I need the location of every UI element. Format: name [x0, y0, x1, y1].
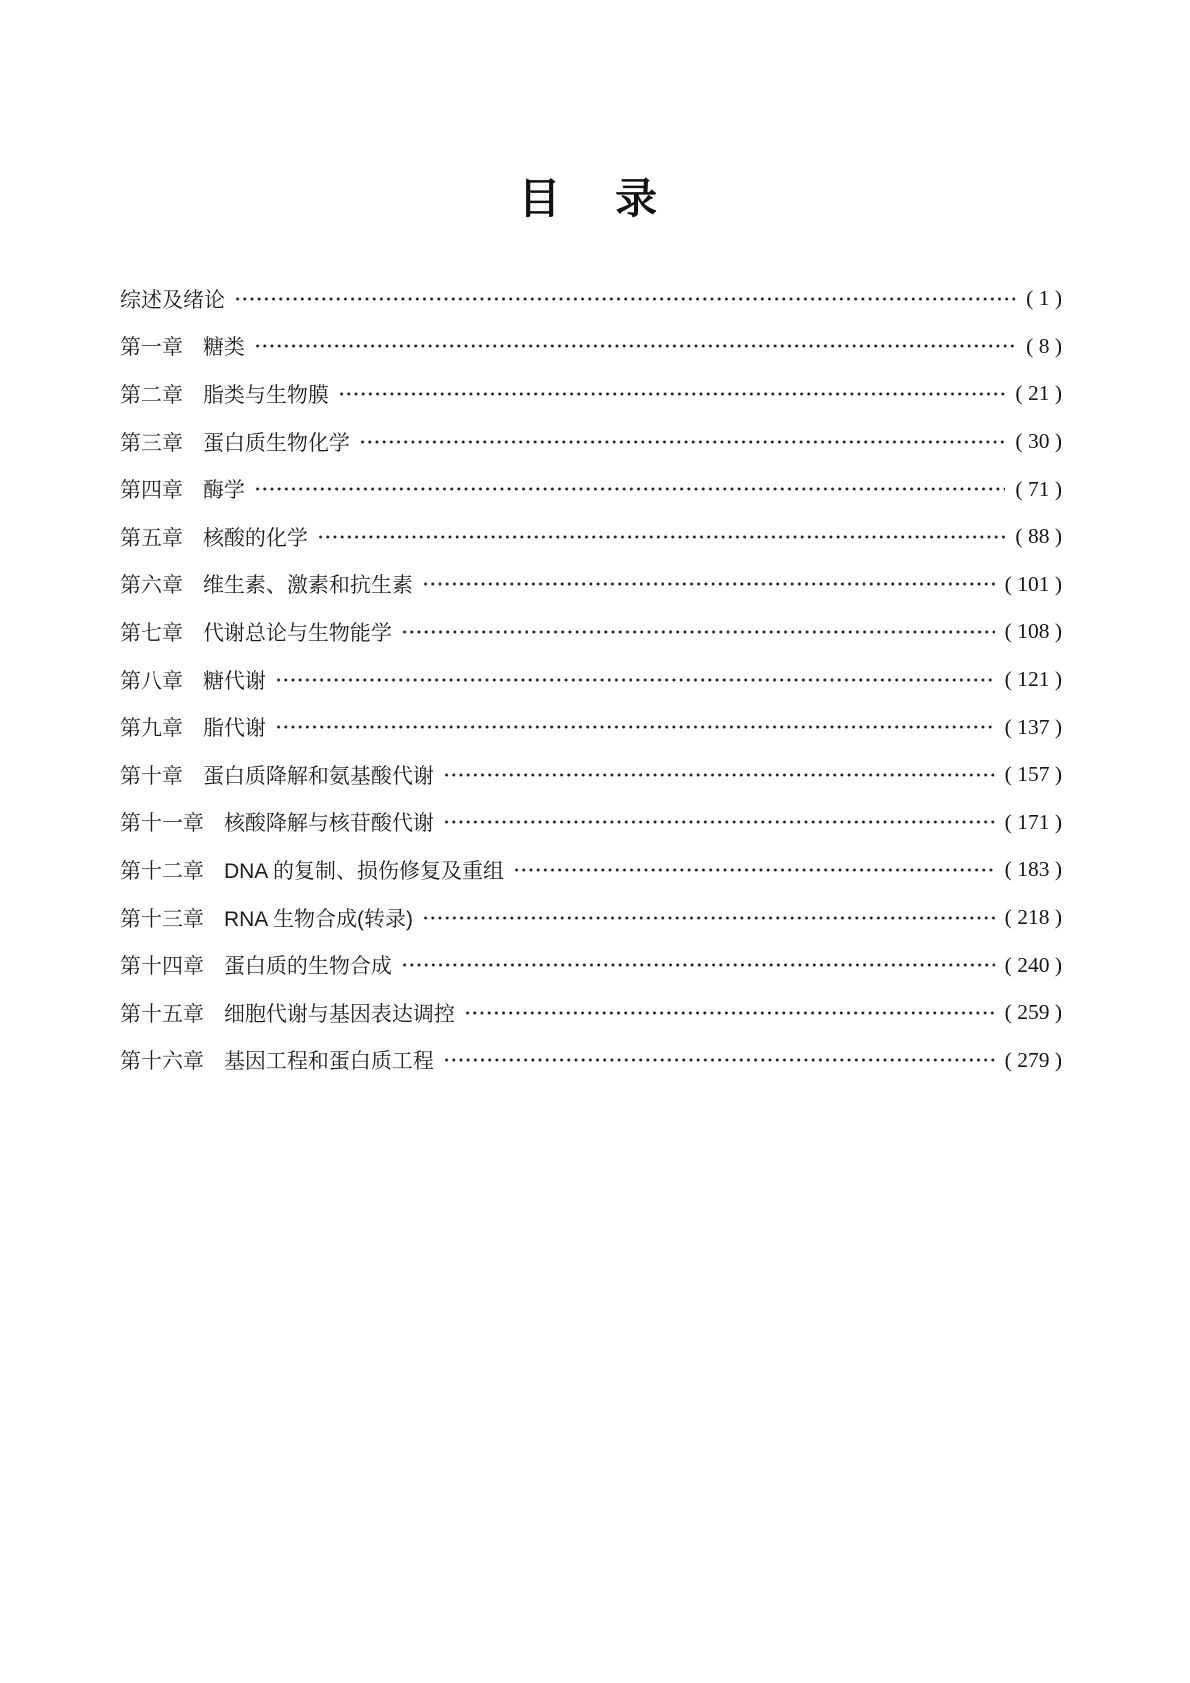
dot-leader — [401, 955, 995, 976]
toc-entry — [120, 703, 1062, 751]
chapter-label: 第四章 — [120, 479, 183, 503]
chapter-label: 第九章 — [120, 717, 183, 741]
dot-leader — [401, 621, 995, 642]
dot-leader — [443, 812, 995, 833]
chapter-label: 第十章 — [120, 764, 183, 788]
toc-entry — [120, 323, 1062, 371]
page-number: ( 259 ) — [1004, 1000, 1062, 1025]
toc-entry — [120, 894, 1062, 942]
toc-entry — [120, 656, 1062, 704]
toc-entry — [120, 275, 1062, 323]
chapter-label: 第十一章 — [120, 812, 204, 836]
dot-leader — [422, 907, 995, 928]
dot-leader — [359, 431, 1005, 452]
page-number: ( 108 ) — [1004, 619, 1062, 644]
dot-leader — [275, 717, 995, 738]
toc-entry — [120, 608, 1062, 656]
chapter-label: 第六章 — [120, 574, 183, 598]
chapter-label: 第十六章 — [120, 1050, 204, 1074]
chapter-label: 第五章 — [120, 526, 183, 550]
toc-entry — [120, 989, 1062, 1037]
toc-list — [120, 275, 1062, 1084]
dot-leader — [254, 479, 1005, 500]
toc-entry — [120, 941, 1062, 989]
page-number: ( 101 ) — [1004, 571, 1062, 596]
entry-title: 糖代谢 — [202, 669, 266, 693]
page-number: ( 21 ) — [1015, 381, 1062, 406]
page-number: ( 171 ) — [1004, 809, 1062, 834]
entry-title: 代谢总论与生物能学 — [202, 621, 392, 645]
dot-leader — [443, 1050, 995, 1071]
toc-entry — [120, 418, 1062, 466]
chapter-label: 第十四章 — [120, 955, 204, 979]
page-title: 目 录 — [518, 175, 664, 222]
entry-title: 糖类 — [202, 336, 245, 360]
dot-leader — [234, 288, 1016, 309]
toc-entry — [120, 1037, 1062, 1085]
entry-title: 脂代谢 — [202, 717, 266, 741]
chapter-label: 第十五章 — [120, 1002, 204, 1026]
page-number: ( 157 ) — [1004, 762, 1062, 787]
chapter-label: 第十二章 — [120, 859, 204, 883]
page-number: ( 71 ) — [1015, 476, 1062, 501]
page-number: ( 240 ) — [1004, 952, 1062, 977]
chapter-label: 第一章 — [120, 336, 183, 360]
entry-title: 蛋白质生物化学 — [202, 431, 350, 455]
dot-leader — [422, 574, 995, 595]
page-number: ( 183 ) — [1004, 857, 1062, 882]
toc-entry — [120, 370, 1062, 418]
toc-entry — [120, 846, 1062, 894]
page-number: ( 1 ) — [1026, 286, 1062, 311]
toc-entry — [120, 751, 1062, 799]
page-number: ( 279 ) — [1004, 1047, 1062, 1072]
entry-title: 酶学 — [202, 479, 245, 503]
dot-leader — [338, 383, 1005, 404]
dot-leader — [464, 1002, 995, 1023]
entry-title: 基因工程和蛋白质工程 — [223, 1050, 434, 1074]
entry-title: 蛋白质降解和氨基酸代谢 — [202, 764, 434, 788]
page-number: ( 30 ) — [1015, 429, 1062, 454]
toc-entry — [120, 465, 1062, 513]
entry-title: DNA 的复制、损伤修复及重组 — [223, 859, 504, 883]
dot-leader — [317, 526, 1005, 547]
chapter-label: 第十三章 — [120, 907, 204, 931]
entry-title: 维生素、激素和抗生素 — [202, 574, 413, 598]
page-number: ( 137 ) — [1004, 714, 1062, 739]
dot-leader — [443, 764, 995, 785]
entry-title: 蛋白质的生物合成 — [223, 955, 392, 979]
chapter-label: 第八章 — [120, 669, 183, 693]
entry-title: 核酸降解与核苷酸代谢 — [223, 812, 434, 836]
page-number: ( 88 ) — [1015, 524, 1062, 549]
entry-title: 核酸的化学 — [202, 526, 308, 550]
page-number: ( 121 ) — [1004, 667, 1062, 692]
chapter-label: 第三章 — [120, 431, 183, 455]
entry-title: 综述及绪论 — [120, 288, 225, 312]
chapter-label: 第二章 — [120, 383, 183, 407]
toc-entry — [120, 799, 1062, 847]
page-number: ( 8 ) — [1026, 333, 1062, 358]
entry-title: 脂类与生物膜 — [202, 383, 329, 407]
toc-entry — [120, 513, 1062, 561]
dot-leader — [513, 859, 995, 880]
page-number: ( 218 ) — [1004, 905, 1062, 930]
entry-title: 细胞代谢与基因表达调控 — [223, 1002, 455, 1026]
entry-title: RNA 生物合成(转录) — [223, 907, 413, 931]
chapter-label: 第七章 — [120, 621, 183, 645]
toc-entry — [120, 561, 1062, 609]
dot-leader — [254, 336, 1016, 357]
dot-leader — [275, 669, 995, 690]
